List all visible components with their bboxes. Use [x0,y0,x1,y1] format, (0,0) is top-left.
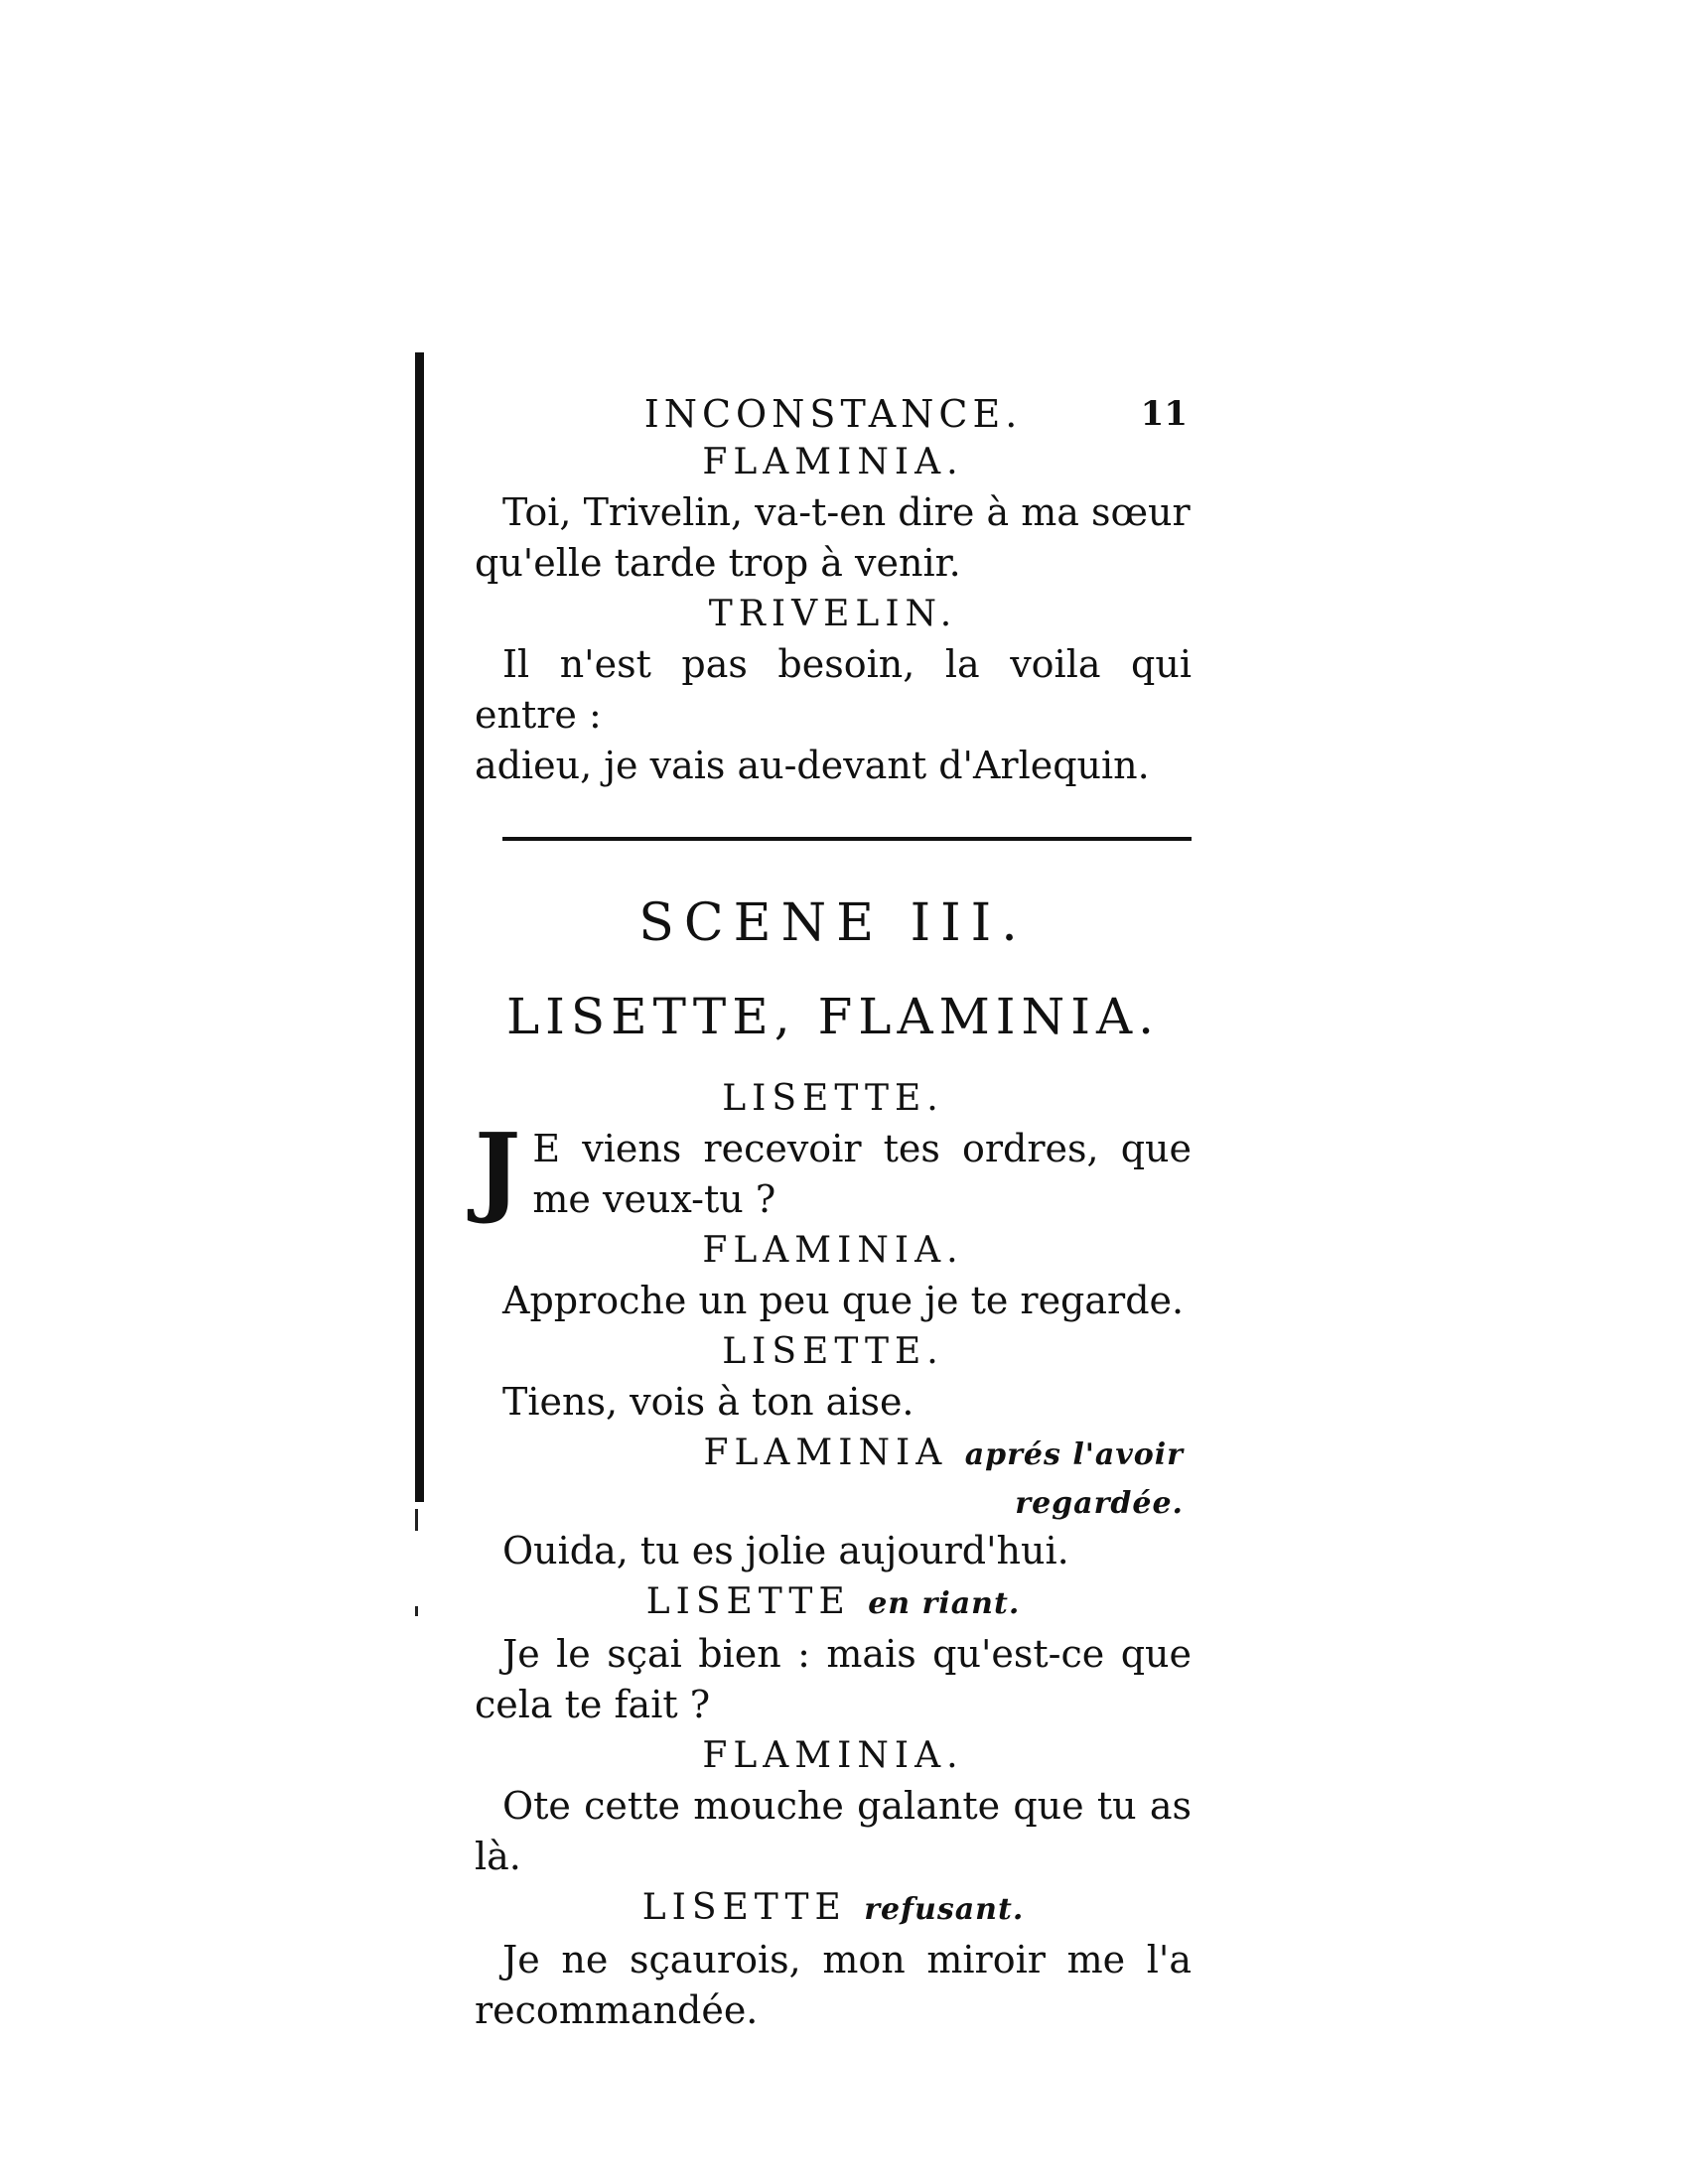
speech-line: Toi, Trivelin, va-t-en dire à ma sœur [502,490,1191,534]
speech-line: adieu, je vais au-devant d'Arlequin. [475,744,1150,787]
speaker-name: LISETTE. [722,1078,944,1119]
stage-direction: en riant. [868,1586,1021,1621]
running-title: INCONSTANCE. [643,392,1023,436]
speech-text: Tiens, vois à ton aise. [502,1380,914,1424]
scene-heading: SCENE III. [638,893,1028,953]
speaker-with-direction [475,1882,1192,1935]
page-number: 11 [1140,394,1188,434]
speaker-name: LISETTE. [722,1331,944,1372]
speaker-with-direction [475,1428,1192,1480]
margin-mark [415,1606,418,1616]
speaker-name: FLAMINIA. [702,1735,964,1776]
speaker-name: FLAMINIA. [702,442,964,482]
speaker-name: LISETTE [645,1581,851,1622]
section-rule [502,837,1192,841]
book-page [475,389,1192,2036]
stage-direction: regardée. [1015,1486,1184,1521]
speech-line: qu'elle tarde trop à venir. [475,541,961,585]
drop-cap: J [475,1113,521,1227]
speaker-name: LISETTE [641,1887,847,1928]
speech-block [475,1113,1192,1227]
speaker-name: FLAMINIA [703,1433,948,1473]
speech-text: Je le sçai bien : mais qu'est-ce que cela te fait ? [475,1632,1192,1726]
scene-characters: LISETTE, FLAMINIA. [505,988,1161,1045]
speech-text: Ouida, tu es jolie aujourd'hui. [502,1529,1069,1572]
stage-direction: refusant. [864,1892,1025,1927]
speaker-with-direction [475,1576,1192,1629]
margin-mark [415,1509,418,1531]
speaker-name: FLAMINIA. [702,1230,964,1271]
speech-text: E viens recevoir tes ordres, que me veux-tu ? [532,1127,1192,1221]
speech-text: Je ne sçaurois, mon miroir me l'a recommandée. [475,1938,1192,2032]
page-binding-edge [415,352,424,1502]
speech-line: Il n'est pas besoin, la voila qui entre : [475,642,1192,737]
speaker-name: TRIVELIN. [708,594,958,634]
speech-text: Ote cette mouche galante que tu as là. [475,1784,1192,1878]
stage-direction: aprés l'avoir [964,1437,1184,1472]
running-header [475,389,1192,437]
stage-direction-continued [475,1480,1192,1526]
speech-text: Approche un peu que je te regarde. [502,1279,1185,1322]
